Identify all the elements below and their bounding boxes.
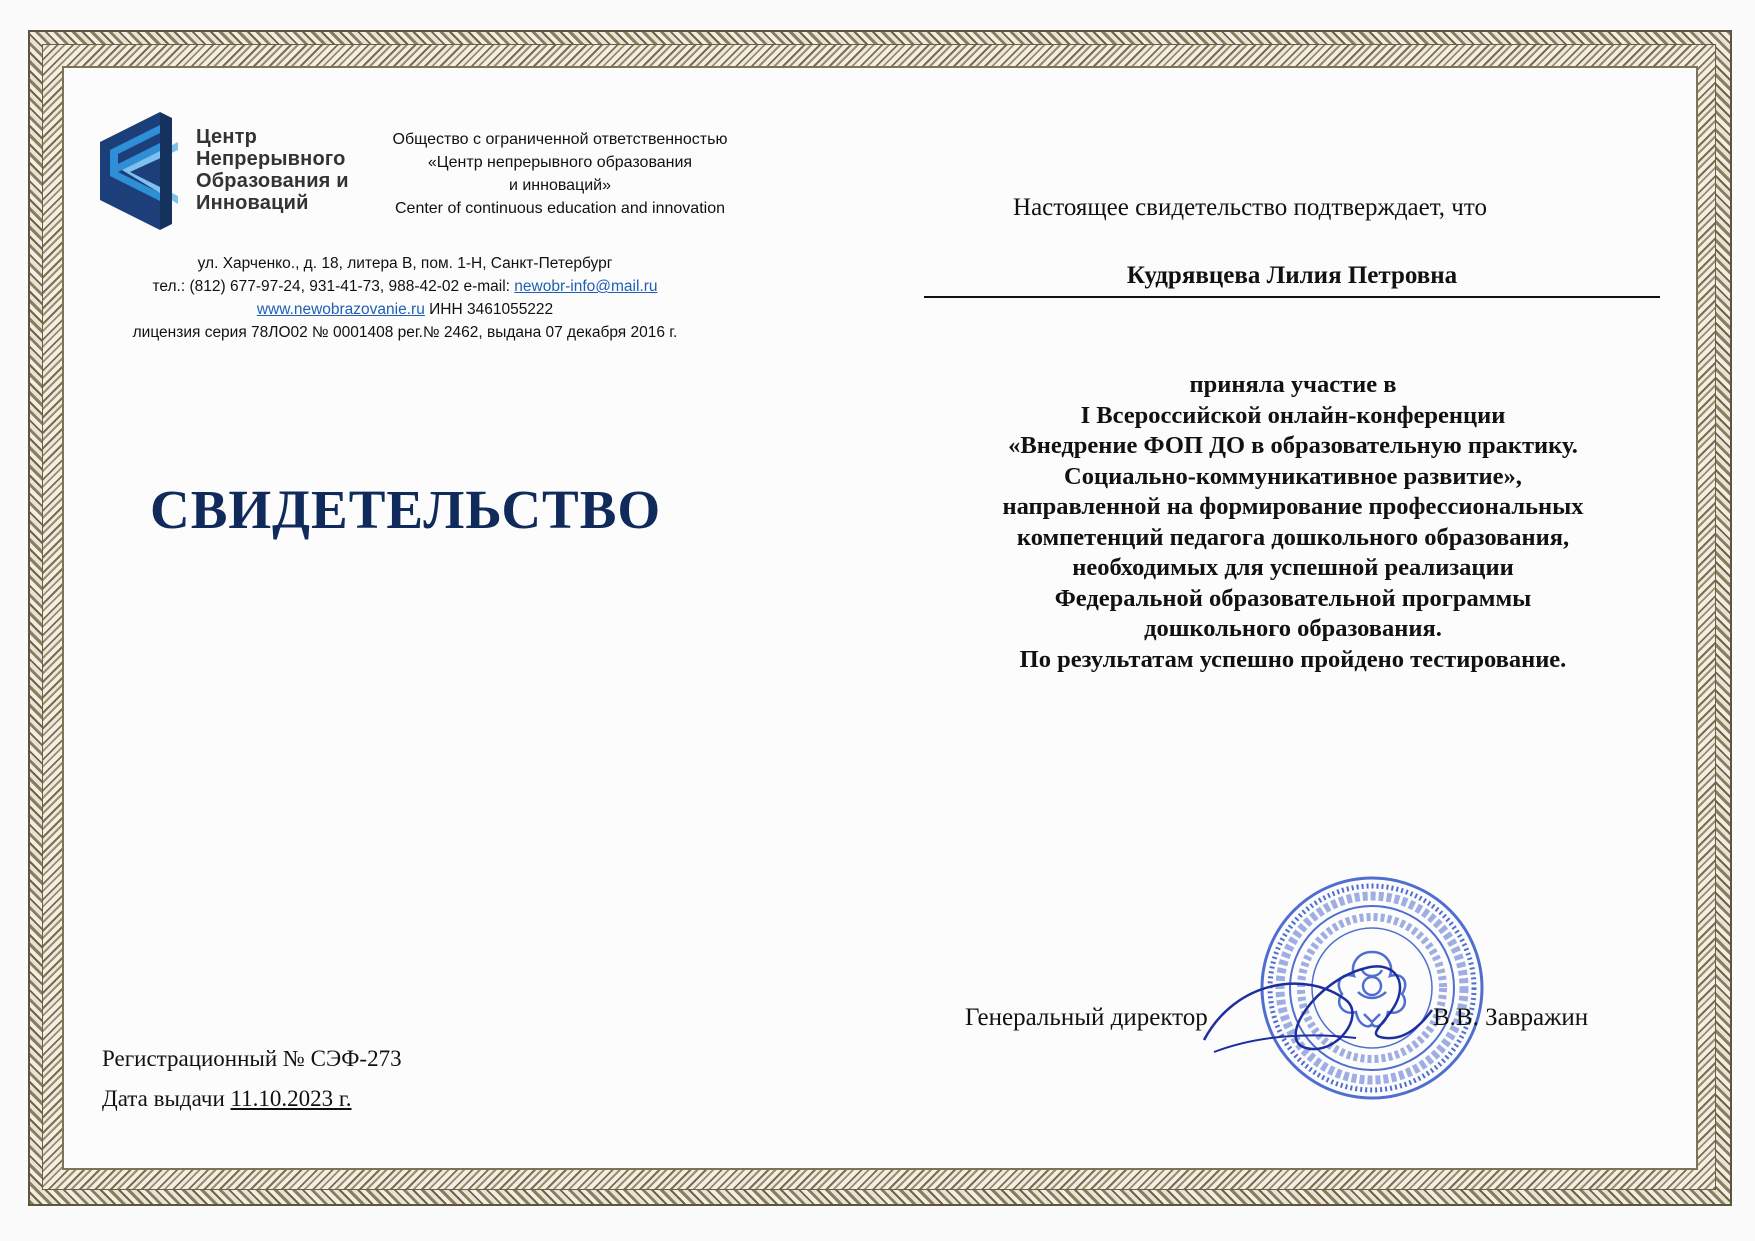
confirm-text: Настоящее свидетельство подтверждает, что	[1013, 194, 1487, 221]
issue-date	[102, 1086, 352, 1112]
director-signature-icon	[1196, 940, 1436, 1080]
logo-line: Образования и	[196, 170, 349, 192]
body-line: Федеральной образовательной программы	[1054, 584, 1532, 612]
logo-line: Инноваций	[196, 192, 309, 214]
org-line: и инноваций»	[508, 177, 612, 194]
org-line: Center of continuous education and innovation	[394, 200, 725, 217]
body-line: «Внедрение ФОП ДО в образовательную практику.	[1008, 432, 1578, 459]
organization-logo-icon	[100, 112, 180, 230]
email-link[interactable]: newobr-info@mail.ru	[514, 278, 658, 295]
body-line: дошкольного образования.	[1144, 615, 1442, 642]
website-line	[100, 298, 710, 321]
website-link[interactable]: www.newobrazovanie.ru	[256, 301, 425, 318]
certificate-title: СВИДЕТЕЛЬСТВО	[150, 479, 662, 540]
certificate-body	[920, 370, 1666, 675]
body-line: необходимых для успешной реализации	[1072, 554, 1514, 581]
logo-wordmark	[196, 126, 376, 214]
contact-block	[100, 252, 710, 344]
registration-number: Регистрационный № СЭФ-273	[102, 1046, 402, 1071]
body-line: I Всероссийской онлайн-конференции	[1080, 401, 1506, 429]
org-line: Общество с ограниченной ответственностью	[392, 131, 728, 148]
license: лицензия серия 78ЛО02 № 0001408 рег.№ 2462, выдана 07 декабря 2016 г.	[132, 324, 678, 341]
body-line: Социально-коммуникативное развитие»,	[1064, 462, 1522, 490]
body-line: По результатам успешно пройдено тестирование.	[1019, 645, 1567, 673]
phones: тел.: (812) 677-97-24, 931-41-73, 988-42-02 e-mail:	[152, 278, 515, 295]
org-line: «Центр непрерывного образования	[427, 154, 693, 171]
body-line: направленной на формирование профессиональных	[1002, 493, 1584, 520]
logo-line: Центр	[196, 126, 258, 148]
address: ул. Харченко., д. 18, литера В, пом. 1-Н, Санкт-Петербург	[197, 255, 613, 272]
body-line: компетенций педагога дошкольного образования,	[1016, 523, 1570, 551]
issue-date-label: Дата выдачи	[102, 1086, 231, 1111]
director-label: Генеральный директор	[965, 1004, 1208, 1031]
recipient-name: Кудрявцева Лилия Петровна	[924, 262, 1660, 298]
inn: ИНН 3461055222	[424, 301, 554, 318]
logo-line: Непрерывного	[196, 148, 346, 170]
organization-name-block	[350, 128, 770, 220]
body-line: приняла участие в	[1189, 371, 1397, 398]
phone-line	[100, 275, 710, 298]
issue-date-value: 11.10.2023 г.	[230, 1086, 352, 1111]
director-name: В.В. Завражин	[1433, 1004, 1589, 1031]
